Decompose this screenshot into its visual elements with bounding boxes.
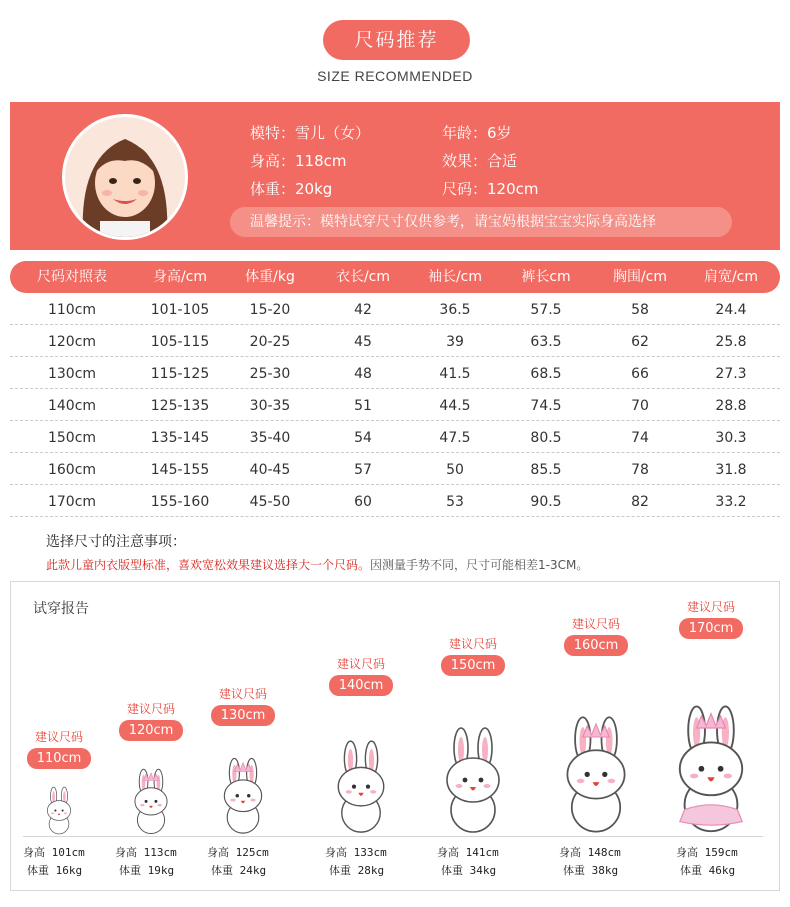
table-cell: 15-20 [249, 302, 291, 318]
table-cell: 110cm [47, 302, 97, 318]
bunny-illustration [326, 739, 396, 836]
fitting-height: 身高 113cm [115, 846, 177, 859]
table-cell: 150cm [47, 430, 97, 446]
rec-size-label: 建议尺码 [336, 657, 385, 671]
table-row [10, 293, 780, 325]
table-cell: 125-135 [150, 398, 210, 414]
table-cell: 33.2 [715, 494, 747, 510]
col-header: 肩宽/cm [703, 269, 759, 285]
fitting-stats [676, 844, 738, 880]
table-cell: 170cm [47, 494, 97, 510]
table-cell: 25.8 [715, 334, 747, 350]
table-cell: 25-30 [249, 366, 291, 382]
fitting-weight: 体重 38kg [563, 864, 619, 877]
table-row [10, 325, 780, 357]
rec-size-label: 建议尺码 [686, 600, 735, 614]
table-cell: 105-115 [150, 334, 210, 350]
fitting-weight: 体重 16kg [27, 864, 83, 877]
table-cell: 82 [631, 494, 649, 510]
table-cell: 40-45 [249, 462, 291, 478]
model-avatar [62, 114, 188, 240]
fitting-stats [325, 844, 387, 880]
model-age: 年龄：6岁 [442, 124, 512, 142]
report-title: 试穿报告 [33, 601, 89, 617]
model-info-band [10, 102, 780, 250]
table-cell: 140cm [47, 398, 97, 414]
model-height: 身高：118cm [250, 152, 347, 170]
table-cell: 62 [631, 334, 649, 350]
table-cell: 54 [354, 430, 372, 446]
table-cell: 30.3 [715, 430, 747, 446]
table-cell: 41.5 [439, 366, 471, 382]
report-baseline [23, 836, 763, 837]
rec-size-label: 建议尺码 [126, 702, 175, 716]
table-cell: 115-125 [150, 366, 210, 382]
col-header: 体重/kg [245, 269, 295, 285]
table-cell: 135-145 [150, 430, 210, 446]
table-cell: 90.5 [530, 494, 562, 510]
table-cell: 20-25 [249, 334, 291, 350]
table-cell: 85.5 [530, 462, 562, 478]
table-row [10, 485, 780, 517]
fitting-stats [437, 844, 499, 880]
table-cell: 24.4 [715, 302, 747, 318]
model-effect: 效果：合适 [442, 152, 518, 170]
bunny-illustration [214, 757, 272, 836]
page-title: 尺码推荐 [323, 20, 470, 60]
notes-warning: 此款儿童内衣版型标准，喜欢宽松效果建议选择大一个尺码。 [46, 558, 371, 572]
rec-size-badge: 130cm [211, 705, 275, 726]
table-cell: 130cm [47, 366, 97, 382]
col-header: 胸围/cm [612, 269, 668, 285]
table-cell: 101-105 [150, 302, 210, 318]
bunny-illustration [41, 786, 77, 836]
table-cell: 74.5 [530, 398, 562, 414]
table-cell: 30-35 [249, 398, 291, 414]
model-tip: 温馨提示：模特试穿尺寸仅供参考，请宝妈根据宝宝实际身高选择 [230, 207, 732, 237]
rec-size-label: 建议尺码 [571, 617, 620, 631]
model-weight: 体重：20kg [250, 180, 333, 198]
col-header: 裤长cm [521, 269, 571, 285]
fitting-stats [23, 844, 85, 880]
table-row [10, 389, 780, 421]
model-size: 尺码：120cm [442, 180, 539, 198]
table-cell: 63.5 [530, 334, 562, 350]
bunny-illustration [126, 768, 176, 836]
fitting-weight: 体重 34kg [441, 864, 497, 877]
table-cell: 120cm [47, 334, 97, 350]
table-cell: 48 [354, 366, 372, 382]
model-name: 模特：雪儿（女） [250, 124, 371, 142]
col-header: 尺码对照表 [37, 269, 107, 285]
table-cell: 51 [354, 398, 372, 414]
table-cell: 50 [446, 462, 464, 478]
table-cell: 45-50 [249, 494, 291, 510]
table-cell: 53 [446, 494, 464, 510]
fitting-stats [207, 844, 269, 880]
rec-size-badge: 160cm [564, 635, 628, 656]
table-cell: 145-155 [150, 462, 210, 478]
fitting-height: 身高 101cm [23, 846, 85, 859]
fitting-stats [559, 844, 621, 880]
size-table-header [10, 261, 780, 293]
table-cell: 42 [354, 302, 372, 318]
fitting-weight: 体重 24kg [211, 864, 267, 877]
rec-size-label: 建议尺码 [448, 637, 497, 651]
fitting-height: 身高 159cm [676, 846, 738, 859]
notes-measure: 因测量手势不同，尺寸可能相差1-3CM。 [370, 558, 589, 572]
table-cell: 27.3 [715, 366, 747, 382]
table-cell: 45 [354, 334, 372, 350]
rec-size-label: 建议尺码 [218, 687, 267, 701]
fitting-height: 身高 133cm [325, 846, 387, 859]
table-row [10, 421, 780, 453]
table-cell: 160cm [47, 462, 97, 478]
table-cell: 58 [631, 302, 649, 318]
table-cell: 74 [631, 430, 649, 446]
rec-size-badge: 120cm [119, 720, 183, 741]
rec-size-badge: 140cm [329, 675, 393, 696]
col-header: 衣长/cm [335, 269, 391, 285]
table-row [10, 357, 780, 389]
table-cell: 60 [354, 494, 372, 510]
table-cell: 28.8 [715, 398, 747, 414]
table-cell: 66 [631, 366, 649, 382]
table-cell: 47.5 [439, 430, 471, 446]
table-cell: 80.5 [530, 430, 562, 446]
notes-title: 选择尺寸的注意事项： [46, 534, 186, 550]
table-cell: 36.5 [439, 302, 471, 318]
bunny-illustration [433, 726, 513, 836]
fitting-stats [115, 844, 177, 880]
fitting-weight: 体重 19kg [119, 864, 175, 877]
col-header: 袖长/cm [427, 269, 483, 285]
rec-size-label: 建议尺码 [34, 730, 83, 744]
table-cell: 39 [446, 334, 464, 350]
notes-line [46, 556, 588, 573]
table-cell: 31.8 [715, 462, 747, 478]
table-row [10, 453, 780, 485]
table-cell: 44.5 [439, 398, 471, 414]
table-cell: 57.5 [530, 302, 562, 318]
page-subtitle: SIZE RECOMMENDED [317, 68, 473, 84]
rec-size-badge: 110cm [27, 748, 91, 769]
rec-size-badge: 170cm [679, 618, 743, 639]
fitting-weight: 体重 28kg [329, 864, 385, 877]
fitting-height: 身高 125cm [207, 846, 269, 859]
col-header: 身高/cm [152, 269, 208, 285]
table-cell: 35-40 [249, 430, 291, 446]
table-cell: 78 [631, 462, 649, 478]
fitting-height: 身高 141cm [437, 846, 499, 859]
table-cell: 57 [354, 462, 372, 478]
fitting-report [10, 581, 780, 891]
rec-size-badge: 150cm [441, 655, 505, 676]
table-cell: 155-160 [150, 494, 210, 510]
table-cell: 68.5 [530, 366, 562, 382]
bunny-illustration [663, 704, 759, 836]
table-cell: 70 [631, 398, 649, 414]
fitting-height: 身高 148cm [559, 846, 621, 859]
bunny-illustration [552, 715, 640, 836]
fitting-weight: 体重 46kg [680, 864, 736, 877]
